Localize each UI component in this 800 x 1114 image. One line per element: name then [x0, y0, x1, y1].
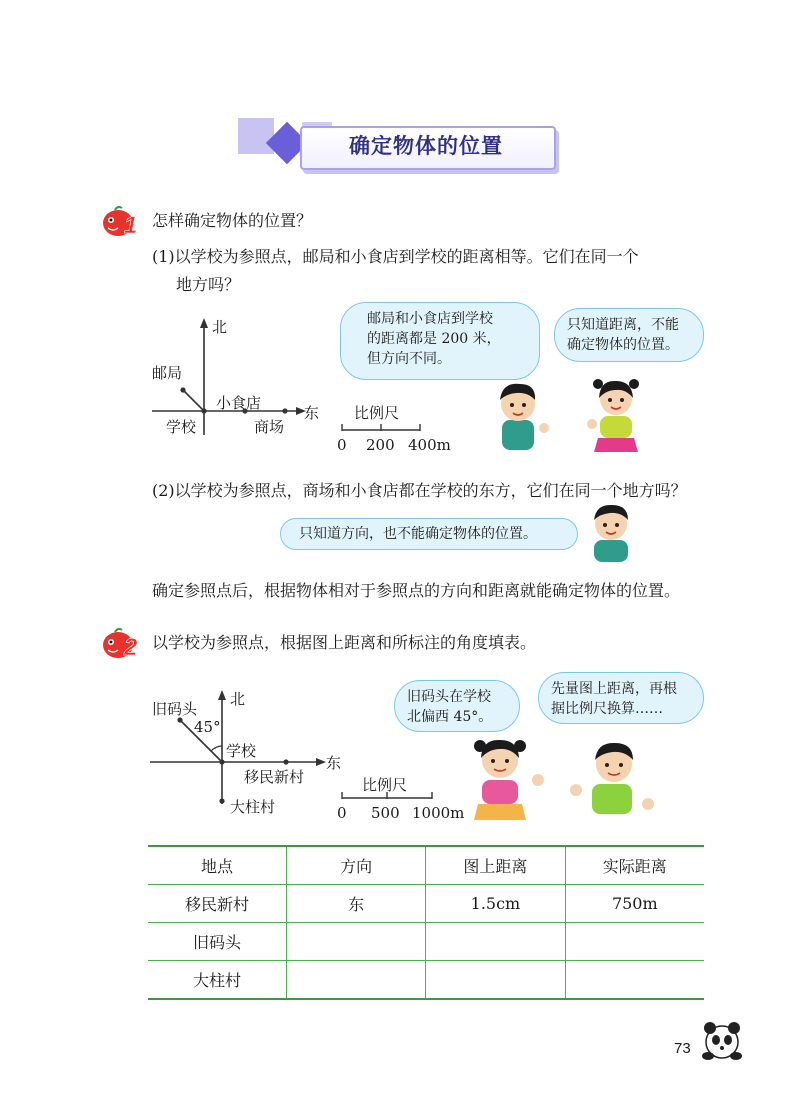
table-cell-place: 大柱村 [148, 961, 287, 1000]
map-label-east: 东 [326, 754, 342, 772]
scale-tick-label: 0 [337, 804, 347, 822]
title-decoration-square [238, 118, 274, 154]
table-header-row [148, 846, 704, 885]
map-label-north: 北 [230, 690, 246, 708]
question-badge-icon [98, 626, 144, 662]
scale-tick-label: 1000m [412, 804, 465, 822]
table-cell-map-distance[interactable] [426, 923, 565, 961]
map-label-school: 学校 [166, 418, 197, 436]
table-row [148, 923, 704, 961]
table-cell-map-distance[interactable]: 1.5cm [426, 885, 565, 923]
boy-illustration [488, 378, 554, 456]
question-number: 2 [124, 634, 138, 661]
speech-bubble-boy: 邮局和小食店到学校 的距离都是 200 米， 但方向不同。 [340, 302, 540, 380]
scale-bar [336, 422, 436, 436]
map-label-new-village: 移民新村 [244, 768, 305, 786]
girl-illustration [460, 730, 550, 824]
table-header-cell: 地点 [148, 846, 287, 885]
table-cell-direction[interactable]: 东 [287, 885, 426, 923]
map-label-post-office: 邮局 [152, 364, 183, 382]
map-label-east: 东 [304, 404, 320, 422]
scale-tick-label: 200 [366, 436, 395, 454]
map-label-angle: 45° [194, 718, 221, 736]
table-cell-actual-distance[interactable] [565, 961, 704, 1000]
speech-bubble-boy: 先量图上距离，再根 据比例尺换算…… [538, 672, 704, 724]
north-arrow-icon [200, 318, 208, 328]
table-cell-map-distance[interactable] [426, 961, 565, 1000]
table-row [148, 961, 704, 1000]
table-cell-actual-distance[interactable]: 750m [565, 885, 704, 923]
table-cell-direction[interactable] [287, 961, 426, 1000]
boy-illustration [586, 500, 638, 562]
speech-bubble-girl: 旧码头在学校 北偏西 45°。 [394, 680, 520, 732]
table-cell-actual-distance[interactable] [565, 923, 704, 961]
scale-label: 比例尺 [354, 404, 400, 422]
question-number: 1 [124, 212, 138, 239]
speech-bubble-part2: 只知道方向，也不能确定物体的位置。 [280, 518, 578, 550]
table-cell-place: 移民新村 [148, 885, 287, 923]
map-label-north: 北 [212, 318, 228, 336]
page-number: 73 [674, 1040, 691, 1057]
part-text: 地方吗？ [176, 275, 241, 294]
north-arrow-icon [218, 690, 226, 700]
question-text: 怎样确定物体的位置？ [152, 211, 313, 230]
scale-tick-label: 400m [408, 436, 451, 454]
panda-icon [700, 1018, 744, 1062]
part-text: (1)以学校为参照点，邮局和小食店到学校的距离相等。它们在同一个 [152, 247, 639, 266]
scale-label: 比例尺 [362, 776, 408, 794]
location-table [148, 845, 704, 1000]
map-label-mall: 商场 [254, 418, 285, 436]
scale-tick-label: 0 [337, 436, 347, 454]
table-row [148, 885, 704, 923]
table-cell-place: 旧码头 [148, 923, 287, 961]
east-arrow-icon [316, 758, 326, 766]
map-label-snack-shop: 小食店 [216, 394, 262, 412]
table-header-cell: 方向 [287, 846, 426, 885]
part-text: (2)以学校为参照点，商场和小食店都在学校的东方，它们在同一个地方吗？ [152, 481, 687, 500]
boy-illustration [566, 736, 658, 824]
map-label-dazhu-village: 大柱村 [230, 798, 276, 816]
table-header-cell: 图上距离 [426, 846, 565, 885]
map-label-old-pier: 旧码头 [152, 700, 198, 718]
question-text: 以学校为参照点，根据图上距离和所标注的角度填表。 [152, 633, 537, 652]
scale-bar [336, 790, 446, 804]
question-badge-icon [98, 204, 144, 240]
scale-tick-label: 500 [371, 804, 400, 822]
speech-bubble-girl: 只知道距离，不能 确定物体的位置。 [554, 308, 704, 362]
girl-illustration [584, 372, 650, 456]
table-cell-direction[interactable] [287, 923, 426, 961]
map-label-school: 学校 [226, 742, 257, 760]
page-title: 确定物体的位置 [349, 133, 503, 158]
conclusion-text: 确定参照点后，根据物体相对于参照点的方向和距离就能确定物体的位置。 [152, 581, 681, 600]
table-header-cell: 实际距离 [565, 846, 704, 885]
